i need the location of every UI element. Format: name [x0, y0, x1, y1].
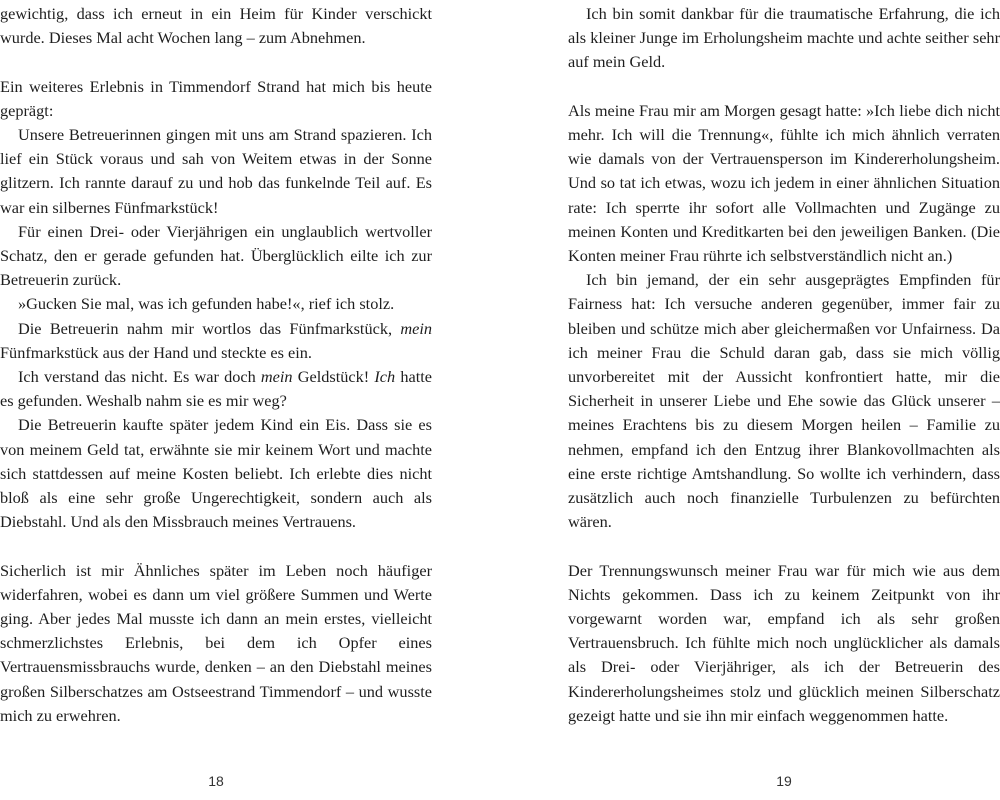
paragraph: Ein weiteres Erlebnis in Timmendorf Strand hat mich bis heute geprägt:: [0, 76, 432, 120]
text-run: hatte es gefunden. Weshalb nahm sie es mir weg?: [0, 367, 432, 411]
text-run: Die Betreuerin nahm mir wortlos das Fünfmarkstück,: [18, 318, 401, 338]
emphasis: mein: [400, 318, 432, 338]
text-run: Fünfmarkstück aus der Hand und steckte es ein.: [0, 342, 312, 362]
text-run: Ich verstand das nicht. Es war doch: [18, 367, 261, 387]
emphasis: Ich: [374, 367, 396, 387]
left-page: [0, 0, 432, 800]
paragraph: Sicherlich ist mir Ähnliches später im Leben noch häufiger widerfahren, wobei es dann um viel größere Summen und Werte ging. Aber jedes Mal musste ich dann an mein erstes, vielleicht schmerzlichstes Erlebnis, bei dem ich Opfer eines Vertrauensmissbrauchs wurde, denken – an den Diebstahl meines großen Silberschatzes am Ostseestrand Timmendorf – und wusste mich zu erwehren.: [0, 560, 432, 725]
paragraph: Ich bin jemand, der ein sehr ausgeprägtes Empfinden für Fairness hat: Ich versuche anderen gegenüber, immer fair zu bleiben und schütze mich aber gleichermaßen vor Unfairness. Da ich meiner Frau die Schuld daran gab, dass sie mich völlig unvorbereitet mit der Aussicht konfrontiert hatte, mir die Sicherheit in unserer Liebe und Ehe sowie das Glück unserer – meines Erachtens bis zu diesem Morgen heilen – Familie zu nehmen, empfand ich den Entzug ihrer Blankovollmachten als eine erste richtige Amtshandlung. So wollte ich verhindern, dass zusätzlich auch noch finanzielle Turbulenzen zu befürchten wären.: [568, 270, 1000, 532]
paragraph: [0, 317, 432, 365]
paragraph: Unsere Betreuerinnen gingen mit uns am Strand spazieren. Ich lief ein Stück voraus und sah von Weitem etwas in der Sonne glitzern. Ich rannte darauf zu und hob das funkelnde Teil auf. Es war ein silbernes Fünfmarkstück!: [0, 125, 432, 217]
right-page-text: [568, 2, 1000, 728]
paragraph: Für einen Drei- oder Vierjährigen ein unglaublich wertvoller Schatz, den er gerade gefunden hat. Überglücklich eilte ich zur Betreuerin zurück.: [0, 221, 432, 290]
paragraph: Der Trennungswunsch meiner Frau war für mich wie aus dem Nichts gekommen. Dass ich zu keinem Zeitpunkt von ihr vorgewarnt worden war, empfand ich als sehr großen Vertrauensbruch. Ich fühlte mich noch unglücklicher als damals als Drei- oder Vierjähriger, als ich der Betreuerin des Kindererholungsheimes stolz und glücklich meinen Silberschatz gezeigt hatte und sie ihn mir einfach weggenommen hatte.: [568, 560, 1000, 725]
paragraph: [0, 365, 432, 413]
right-page: [568, 0, 1000, 800]
text-run: Geldstück!: [292, 367, 375, 387]
paragraph: Ich bin somit dankbar für die traumatische Erfahrung, die ich als kleiner Junge im Erholungsheim machte und achte seither sehr auf mein Geld.: [568, 4, 1000, 72]
paragraph: Die Betreuerin kaufte später jedem Kind ein Eis. Dass sie es von meinem Geld tat, erwähnte sie mir keinem Wort und machte sich stattdessen auf meine Kosten beliebt. Ich erlebte dies nicht bloß als eine sehr große Ungerechtigkeit, sondern auch als Diebstahl. Und als den Missbrauch meines Vertrauens.: [0, 415, 432, 532]
page-number: 18: [208, 773, 224, 789]
paragraph: Als meine Frau mir am Morgen gesagt hatte: »Ich liebe dich nicht mehr. Ich will die Trennung«, fühlte ich mich ähnlich verraten wie damals von der Vertrauensperson im Kindererholungsheim. Und so tat ich etwas, wozu ich jedem in einer ähnlichen Situation rate: Ich sperrte ihr sofort alle Vollmachten und Zugänge zu meinen Konten und Kreditkarten bei den jeweiligen Banken. (Die Konten meiner Frau rührte ich selbstverständlich nicht an.): [568, 100, 1000, 266]
left-page-text: [0, 2, 432, 728]
paragraph: gewichtig, dass ich erneut in ein Heim für Kinder verschickt wurde. Dieses Mal acht Wochen lang – zum Abnehmen.: [0, 4, 432, 48]
emphasis: mein: [260, 367, 293, 387]
page-number: 19: [776, 773, 792, 789]
paragraph: »Gucken Sie mal, was ich gefunden habe!«, rief ich stolz.: [18, 294, 395, 314]
